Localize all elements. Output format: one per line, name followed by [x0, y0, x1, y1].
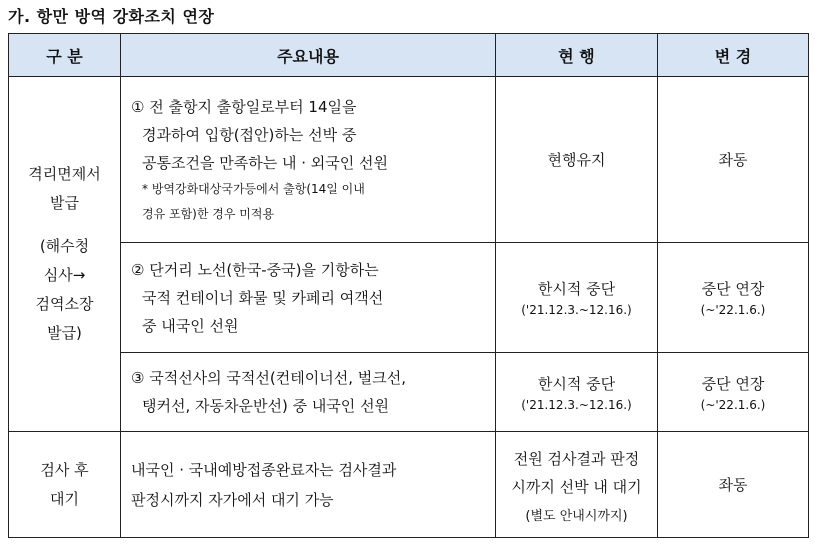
header-row: [9, 34, 809, 77]
content-cell: [121, 77, 496, 243]
category-label-line: 격리면제서: [28, 165, 101, 183]
current-period: ('21.12.3.~12.16.): [521, 397, 632, 412]
change-cell: [658, 243, 809, 353]
category-label-line: 검사 후: [40, 460, 89, 479]
change-period: (~'22.1.6.): [700, 397, 766, 412]
category-label-line: 발급): [47, 324, 82, 342]
quarantine-measures-table: [8, 33, 809, 538]
content-line: 내국인 · 국내예방접종완료자는 검사결과: [131, 460, 397, 479]
current-value: 한시적 중단: [537, 280, 616, 298]
current-value: 현행유지: [547, 151, 606, 169]
header-current: 현 행: [496, 34, 658, 77]
category-label-line: 검역소장: [35, 295, 94, 313]
change-value: 좌동: [718, 476, 748, 494]
change-cell: [658, 77, 809, 243]
current-cell: [496, 353, 658, 432]
content-cell: [121, 432, 496, 538]
content-cell: [121, 243, 496, 353]
current-cell: [496, 432, 658, 538]
content-line: 중 내국인 선원: [142, 316, 239, 335]
table-row: [9, 353, 809, 432]
note-line: * 방역강화대상국가등에서 출항(14일 이내: [142, 181, 365, 196]
change-period: (~'22.1.6.): [700, 303, 766, 317]
content-line: ① 전 출항지 출항일로부터 14일을: [131, 97, 357, 116]
current-note: (별도 안내시까지): [525, 509, 628, 524]
category-cell-quarantine: [9, 77, 121, 432]
current-cell: [496, 243, 658, 353]
section-title: 가. 항만 방역 강화조치 연장: [8, 7, 215, 26]
content-cell: [121, 353, 496, 432]
table-row: [9, 432, 809, 538]
change-value: 중단 연장: [701, 280, 765, 298]
category-label-line: 발급: [50, 194, 79, 212]
current-value-line: 시까지 선박 내 대기: [511, 478, 642, 496]
content-line: ③ 국적선사의 국적선(컨테이너선, 벌크선,: [131, 369, 406, 387]
header-category: 구 분: [9, 34, 121, 77]
change-value: 좌동: [718, 151, 748, 169]
header-change: 변 경: [658, 34, 809, 77]
content-line: 경과하여 입항(접안)하는 선박 중: [142, 125, 357, 144]
content-line: 탱커선, 자동차운반선) 중 내국인 선원: [142, 397, 390, 415]
category-label-line: (해수청: [39, 237, 90, 255]
content-line: 공통조건을 만족하는 내 · 외국인 선원: [142, 153, 388, 172]
current-value: 한시적 중단: [537, 374, 616, 393]
current-cell: [496, 77, 658, 243]
content-line: ② 단거리 노선(한국-중국)을 기항하는: [131, 260, 379, 279]
category-label-line: 심사→: [43, 266, 86, 284]
content-line: 국적 컨테이너 화물 및 카페리 여객선: [142, 288, 384, 307]
current-value-line: 전원 검사결과 판정: [513, 450, 640, 468]
current-period: ('21.12.3.~12.16.): [521, 303, 632, 317]
content-line: 판정시까지 자가에서 대기 가능: [131, 490, 334, 509]
change-cell: [658, 353, 809, 432]
change-value: 중단 연장: [701, 374, 765, 393]
header-content: 주요내용: [121, 34, 496, 77]
note-line: 경유 포함)한 경우 미적용: [142, 206, 275, 221]
table-row: [9, 77, 809, 243]
category-cell-test-wait: [9, 432, 121, 538]
change-cell: [658, 432, 809, 538]
table-row: [9, 243, 809, 353]
category-label-line: 대기: [50, 489, 79, 508]
